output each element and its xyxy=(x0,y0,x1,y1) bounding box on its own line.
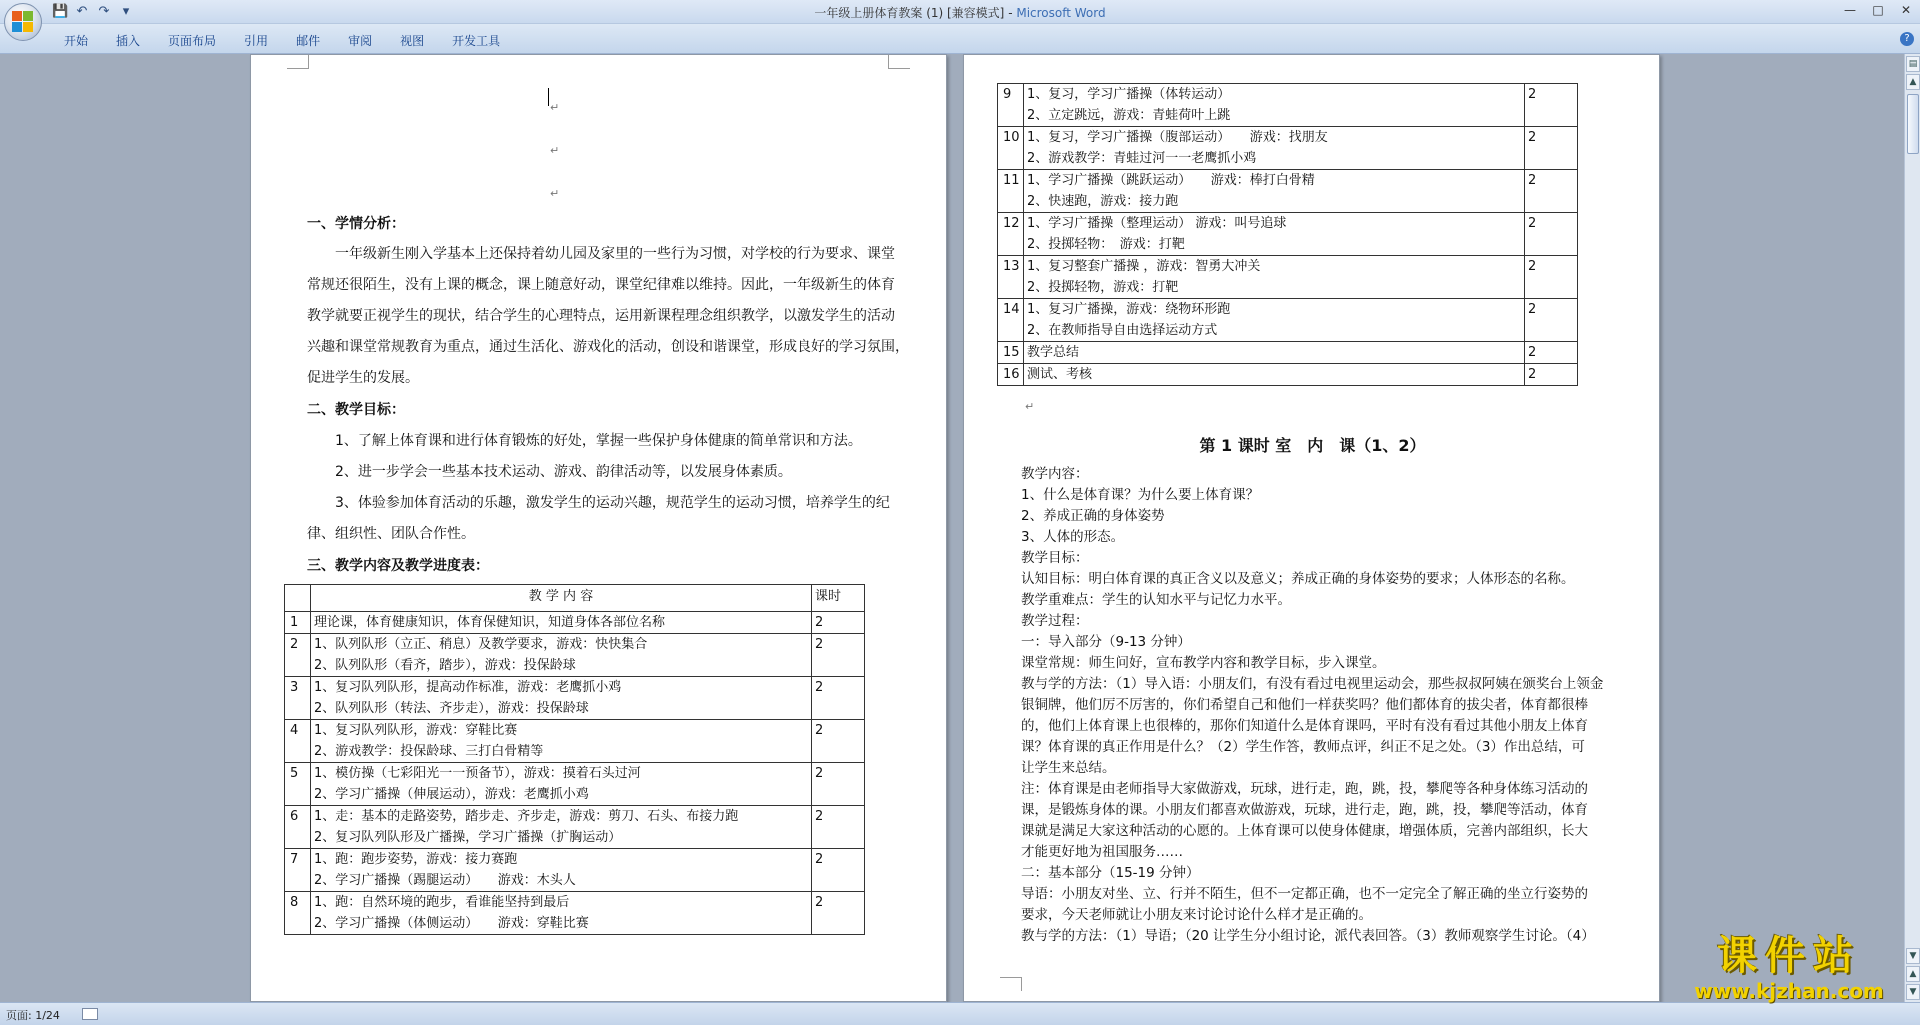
analysis-paragraph xyxy=(307,239,917,394)
row-hours: 2 xyxy=(812,634,865,677)
table-row xyxy=(285,720,865,763)
section-heading: 二、教学目标： xyxy=(307,402,405,418)
customize-toolbar-icon[interactable]: ▾ xyxy=(122,4,130,19)
lesson-line: 二：基本部分（15-19 分钟） xyxy=(1021,865,1200,881)
tab-insert[interactable]: 插入 xyxy=(116,34,141,48)
table-row xyxy=(998,364,1578,386)
table-row xyxy=(285,612,865,634)
lesson-line: 教学过程： xyxy=(1021,613,1089,629)
lesson-line: 银铜牌，他们厉不厉害的，你们希望自己和他们一样获奖吗？他们都体育的拔尖者，体育都很棒 xyxy=(1021,697,1588,713)
next-page-icon[interactable]: ▼ xyxy=(1906,984,1920,1000)
row-number: 8 xyxy=(285,892,311,935)
scroll-down-icon[interactable]: ▼ xyxy=(1906,948,1920,964)
para-line: 兴趣和课堂常规教育为重点，通过生活化、游戏化的活动，创设和谐课堂，形成良好的学习氛围， xyxy=(307,339,909,355)
row-content-line: 1、复习整套广播操 ，游戏：智勇大冲关 xyxy=(1027,259,1261,274)
row-number: 16 xyxy=(998,364,1024,386)
row-content-line: 2、队列队形（转法、齐步走），游戏：投保龄球 xyxy=(314,701,589,716)
row-number: 9 xyxy=(998,84,1024,127)
lesson-line: 认知目标：明白体育课的真正含义以及意义；养成正确的身体姿势的要求；人体形态的名称。 xyxy=(1021,571,1575,587)
lesson-line: 课就是满足大家这种活动的心愿的。上体育课可以使身体健康，增强体质，完善内部组织，长大 xyxy=(1021,823,1588,839)
undo-icon[interactable]: ↶ xyxy=(76,4,88,19)
paragraph-mark: ↵ xyxy=(1025,400,1035,413)
table-row xyxy=(998,342,1578,364)
goal-item: 3、体验参加体育活动的乐趣，激发学生的运动兴趣，规范学生的运动习惯，培养学生的纪 xyxy=(335,495,890,511)
row-content-line: 2、立定跳远，游戏：青蛙荷叶上跳 xyxy=(1027,108,1231,123)
lesson-line: 一：导入部分（9-13 分钟） xyxy=(1021,634,1191,650)
row-content xyxy=(1024,170,1525,213)
lesson-line: 课？体育课的真正作用是什么？（2）学生作答，教师点评，纠正不足之处。（3）作出总结，可 xyxy=(1021,739,1585,755)
row-content-line: 1、跑：跑步姿势，游戏：接力赛跑 xyxy=(314,852,518,867)
lesson-line: 2、养成正确的身体姿势 xyxy=(1021,508,1165,524)
row-number: 13 xyxy=(998,256,1024,299)
table-row xyxy=(998,299,1578,342)
table-row xyxy=(285,763,865,806)
row-content-line: 教学总结 xyxy=(1027,345,1080,360)
row-number: 14 xyxy=(998,299,1024,342)
lesson-line: 教学重难点：学生的认知水平与记忆力水平。 xyxy=(1021,592,1291,608)
row-content xyxy=(1024,84,1525,127)
lesson-line: 3、人体的形态。 xyxy=(1021,529,1125,545)
close-icon[interactable]: ✕ xyxy=(1900,3,1912,17)
row-content-line: 2、游戏教学：投保龄球、三打白骨精等 xyxy=(314,744,544,759)
row-content xyxy=(1024,127,1525,170)
office-logo-icon xyxy=(12,11,34,33)
ruler-toggle-icon[interactable]: ▤ xyxy=(1906,56,1920,72)
row-content-line: 1、队列队形（立正、稍息）及教学要求，游戏：快快集合 xyxy=(314,637,648,652)
table-row xyxy=(285,892,865,935)
lesson-line: 才能更好地为祖国服务…… xyxy=(1021,844,1183,860)
paragraph-mark: ↵ xyxy=(550,101,560,114)
row-content xyxy=(311,612,812,634)
row-content-line: 1、学习广播操（跳跃运动） 游戏：棒打白骨精 xyxy=(1027,173,1315,188)
row-number: 6 xyxy=(285,806,311,849)
lesson-line: 1、什么是体育课？为什么要上体育课？ xyxy=(1021,487,1260,503)
row-number: 12 xyxy=(998,213,1024,256)
para-line: 常规还很陌生，没有上课的概念，课上随意好动，课堂纪律难以维持。因此，一年级新生的体育 xyxy=(307,277,895,293)
lesson-line: 让学生来总结。 xyxy=(1021,760,1116,776)
row-content xyxy=(311,720,812,763)
window-title: 一年级上册体育教案 (1) [兼容模式] - Microsoft Word xyxy=(814,6,1106,20)
row-content xyxy=(1024,299,1525,342)
row-content xyxy=(1024,364,1525,386)
watermark-title: 课件站 xyxy=(1717,933,1861,979)
row-content-line: 2、在教师指导自由选择运动方式 xyxy=(1027,323,1218,338)
scroll-thumb[interactable] xyxy=(1907,94,1919,154)
paragraph-mark: ↵ xyxy=(550,144,560,157)
help-icon[interactable]: ? xyxy=(1900,32,1914,46)
row-content-line: 2、学习广播操（体侧运动） 游戏：穿鞋比赛 xyxy=(314,916,589,931)
lesson-line: 的，他们上体育课上也很棒的，那你们知道什么是体育课吗，平时有没有看过其他小朋友上体育 xyxy=(1021,718,1588,734)
title-bar xyxy=(0,0,1920,24)
row-hours: 2 xyxy=(1525,256,1578,299)
row-content-line: 1、复习队列队形，游戏：穿鞋比赛 xyxy=(314,723,518,738)
previous-page-icon[interactable]: ▲ xyxy=(1906,966,1920,982)
redo-icon[interactable]: ↷ xyxy=(98,4,110,19)
vertical-scrollbar[interactable] xyxy=(1904,54,1920,1002)
section-heading: 三、教学内容及教学进度表： xyxy=(307,558,489,574)
row-content xyxy=(1024,256,1525,299)
row-content xyxy=(311,806,812,849)
watermark-url: www.kjzhan.com xyxy=(1694,979,1884,1003)
row-content-line: 2、投掷轻物，游戏：打靶 xyxy=(1027,280,1179,295)
tab-developer[interactable]: 开发工具 xyxy=(452,34,501,48)
row-content-line: 1、模仿操（七彩阳光一一预备节），游戏：摸着石头过河 xyxy=(314,766,641,781)
row-content-line: 2、学习广播操（踢腿运动） 游戏：木头人 xyxy=(314,873,576,888)
tab-home[interactable]: 开始 xyxy=(64,34,89,48)
table-row xyxy=(998,127,1578,170)
header-hours: 课时 xyxy=(812,585,865,612)
status-bar xyxy=(0,1002,1920,1025)
lesson-line: 教与学的方法：（1）导入语：小朋友们，有没有看过电视里运动会，那些叔叔阿姨在颁奖台上领金 xyxy=(1021,676,1604,692)
page-count[interactable]: 页面: 1/24 xyxy=(6,1009,60,1022)
table-row xyxy=(285,634,865,677)
crop-mark xyxy=(1000,977,1022,991)
row-hours: 2 xyxy=(812,720,865,763)
row-hours: 2 xyxy=(812,677,865,720)
row-number: 3 xyxy=(285,677,311,720)
row-content-line: 2、投掷轻物： 游戏：打靶 xyxy=(1027,237,1185,252)
row-hours: 2 xyxy=(1525,127,1578,170)
para-line: 一年级新生刚入学基本上还保持着幼儿园及家里的一些行为习惯，对学校的行为要求、课堂 xyxy=(335,246,895,262)
office-button[interactable] xyxy=(4,3,42,41)
tab-review[interactable]: 审阅 xyxy=(348,34,373,48)
tab-references[interactable]: 引用 xyxy=(244,34,269,48)
lesson-line: 教学内容： xyxy=(1021,466,1089,482)
schedule-table-continued xyxy=(997,83,1578,386)
row-number: 10 xyxy=(998,127,1024,170)
row-content xyxy=(1024,342,1525,364)
row-content xyxy=(311,634,812,677)
lesson-line: 注：体育课是由老师指导大家做游戏，玩球，进行走，跑，跳，投，攀爬等各种身体练习活动的 xyxy=(1021,781,1588,797)
para-line: 教学就要正视学生的现状，结合学生的心理特点，运用新课程理念组织教学，以激发学生的活动 xyxy=(307,308,895,324)
lesson-line: 教学目标： xyxy=(1021,550,1089,566)
scroll-up-icon[interactable]: ▲ xyxy=(1906,74,1920,90)
row-content-line: 1、走：基本的走路姿势，踏步走、齐步走，游戏：剪刀、石头、布接力跑 xyxy=(314,809,739,824)
table-row xyxy=(998,170,1578,213)
row-hours: 2 xyxy=(812,849,865,892)
crop-mark xyxy=(287,55,309,69)
window-controls xyxy=(1836,0,1920,20)
tab-view[interactable]: 视图 xyxy=(400,34,425,48)
ribbon xyxy=(0,24,1920,54)
row-number: 5 xyxy=(285,763,311,806)
maximize-icon[interactable]: □ xyxy=(1872,3,1884,17)
lesson-line: 课堂常规：师生问好，宣布教学内容和教学目标，步入课堂。 xyxy=(1021,655,1386,671)
row-content xyxy=(311,892,812,935)
paragraph-mark: ↵ xyxy=(550,187,560,200)
table-header-row xyxy=(285,585,865,612)
row-hours: 2 xyxy=(1525,342,1578,364)
row-number: 11 xyxy=(998,170,1024,213)
section-heading: 一、学情分析： xyxy=(307,216,405,232)
minimize-icon[interactable]: — xyxy=(1844,3,1856,17)
row-content xyxy=(311,763,812,806)
row-content-line: 2、队列队形（看齐，踏步），游戏：投保龄球 xyxy=(314,658,576,673)
table-row xyxy=(285,806,865,849)
tab-mailings[interactable]: 邮件 xyxy=(296,34,321,48)
row-number: 1 xyxy=(285,612,311,634)
row-hours: 2 xyxy=(1525,213,1578,256)
lesson-body xyxy=(1021,464,1621,947)
goal-item: 2、进一步学会一些基本技术运动、游戏、韵律活动等，以发展身体素质。 xyxy=(335,464,792,480)
row-content-line: 2、快速跑，游戏：接力跑 xyxy=(1027,194,1179,209)
crop-mark xyxy=(888,55,910,69)
row-hours: 2 xyxy=(812,806,865,849)
row-hours: 2 xyxy=(812,892,865,935)
row-content-line: 测试、考核 xyxy=(1027,367,1093,382)
row-content-line: 1、复习，学习广播操（腹部运动） 游戏：找朋友 xyxy=(1027,130,1328,145)
row-content-line: 2、复习队列队形及广播操，学习广播操（扩胸运动） xyxy=(314,830,622,845)
document-workspace xyxy=(0,54,1904,1002)
row-number: 7 xyxy=(285,849,311,892)
document-page-right[interactable] xyxy=(963,54,1660,1002)
row-content-line: 1、学习广播操（整理运动） 游戏：叫号追球 xyxy=(1027,216,1287,231)
row-content-line: 1、跑：自然环境的跑步，看谁能坚持到最后 xyxy=(314,895,570,910)
row-hours: 2 xyxy=(812,612,865,634)
save-icon[interactable]: 💾 xyxy=(52,4,69,19)
row-hours: 2 xyxy=(1525,170,1578,213)
row-content-line: 2、学习广播操（伸展运动），游戏：老鹰抓小鸡 xyxy=(314,787,589,802)
row-content xyxy=(1024,213,1525,256)
goals-list xyxy=(307,426,917,550)
row-content xyxy=(311,849,812,892)
row-number: 4 xyxy=(285,720,311,763)
table-row xyxy=(285,849,865,892)
row-hours: 2 xyxy=(1525,84,1578,127)
goal-item: 1、了解上体育课和进行体育锻炼的好处，掌握一些保护身体健康的简单常识和方法。 xyxy=(335,433,862,449)
text-cursor xyxy=(548,88,549,106)
row-number: 2 xyxy=(285,634,311,677)
proofing-icon[interactable] xyxy=(82,1008,98,1020)
row-content-line: 1、复习广播操，游戏：绕物环形跑 xyxy=(1027,302,1231,317)
row-hours: 2 xyxy=(1525,299,1578,342)
schedule-table xyxy=(284,584,865,935)
row-content-line: 1、复习，学习广播操（体转运动） xyxy=(1027,87,1231,102)
lesson-line: 要求，今天老师就让小朋友来讨论讨论什么样才是正确的。 xyxy=(1021,907,1372,923)
watermark xyxy=(1674,933,1904,1003)
para-line: 促进学生的发展。 xyxy=(307,370,419,386)
row-hours: 2 xyxy=(1525,364,1578,386)
lesson-title: 第 1 课时 室 内 课（1、2） xyxy=(1199,436,1426,455)
row-content-line: 1、复习队列队形，提高动作标准，游戏：老鹰抓小鸡 xyxy=(314,680,622,695)
lesson-line: 教与学的方法：（1）导语；（20 让学生分小组讨论，派代表回答。（3）教师观察学生讨论。（4） xyxy=(1021,928,1595,944)
tab-page-layout[interactable]: 页面布局 xyxy=(168,34,217,48)
ribbon-tabs xyxy=(50,30,514,51)
row-number: 15 xyxy=(998,342,1024,364)
header-content: 教 学 内 容 xyxy=(311,585,812,612)
table-row xyxy=(998,256,1578,299)
row-content-line: 理论课，体育健康知识，体育保健知识，知道身体各部位名称 xyxy=(314,615,666,630)
row-content xyxy=(311,677,812,720)
lesson-line: 导语：小朋友对坐、立、行并不陌生，但不一定都正确，也不一定完全了解正确的坐立行姿势的 xyxy=(1021,886,1588,902)
table-row xyxy=(998,84,1578,127)
table-row xyxy=(998,213,1578,256)
document-page-left[interactable] xyxy=(250,54,947,1002)
row-hours: 2 xyxy=(812,763,865,806)
lesson-line: 课，是锻炼身体的课。小朋友们都喜欢做游戏，玩球，进行走，跑，跳，投，攀爬等活动，体育 xyxy=(1021,802,1588,818)
goal-item: 律、组织性、团队合作性。 xyxy=(307,526,475,542)
row-content-line: 2、游戏教学：青蛙过河一一老鹰抓小鸡 xyxy=(1027,151,1257,166)
table-row xyxy=(285,677,865,720)
